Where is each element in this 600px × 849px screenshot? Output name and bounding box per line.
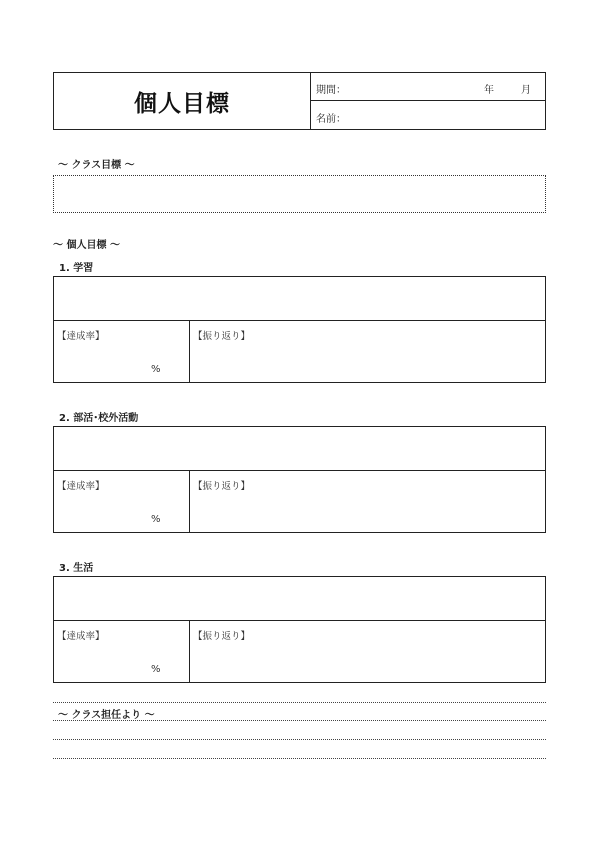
rate-label: 【達成率】 <box>57 331 105 342</box>
personal-goal-heading: ～ 個人目標 ～ <box>53 240 120 251</box>
rate-label: 【達成率】 <box>57 481 105 492</box>
rate-label: 【達成率】 <box>57 631 105 642</box>
goal-input-life[interactable] <box>54 577 545 621</box>
percent-sign: % <box>151 364 161 375</box>
page-title: 個人目標 <box>134 90 230 117</box>
goal-block-study <box>53 276 546 383</box>
rate-cell-club[interactable] <box>54 471 190 532</box>
reflection-cell-study[interactable] <box>190 321 545 382</box>
reflection-cell-life[interactable] <box>190 621 545 682</box>
rate-cell-life[interactable] <box>54 621 190 682</box>
period-row <box>311 73 545 101</box>
year-label: 年 <box>484 85 494 96</box>
comment-line-2[interactable] <box>53 739 546 740</box>
section-title-study: 1. 学習 <box>59 263 94 274</box>
teacher-heading: ～ クラス担任より ～ <box>58 710 155 721</box>
section-title-life: 3. 生活 <box>59 563 94 574</box>
reflection-label: 【振り返り】 <box>193 631 251 642</box>
goal-block-life <box>53 576 546 683</box>
goal-input-club[interactable] <box>54 427 545 471</box>
dotted-divider <box>53 702 546 703</box>
rate-cell-study[interactable] <box>54 321 190 382</box>
percent-sign: % <box>151 664 161 675</box>
percent-sign: % <box>151 514 161 525</box>
name-row <box>311 101 545 129</box>
reflection-label: 【振り返り】 <box>193 481 251 492</box>
class-goal-heading: ～ クラス目標 ～ <box>58 160 135 171</box>
class-goal-box[interactable] <box>53 175 546 213</box>
header-table <box>53 72 546 130</box>
title-cell <box>54 73 311 129</box>
month-label: 月 <box>521 85 531 96</box>
reflection-label: 【振り返り】 <box>193 331 251 342</box>
name-label: 名前： <box>316 114 346 125</box>
goal-block-club <box>53 426 546 533</box>
goal-input-study[interactable] <box>54 277 545 321</box>
comment-line-1[interactable] <box>53 720 546 721</box>
period-label: 期間： <box>316 85 346 96</box>
comment-line-3[interactable] <box>53 758 546 759</box>
reflection-cell-club[interactable] <box>190 471 545 532</box>
section-title-club: 2. 部活･校外活動 <box>59 413 139 424</box>
